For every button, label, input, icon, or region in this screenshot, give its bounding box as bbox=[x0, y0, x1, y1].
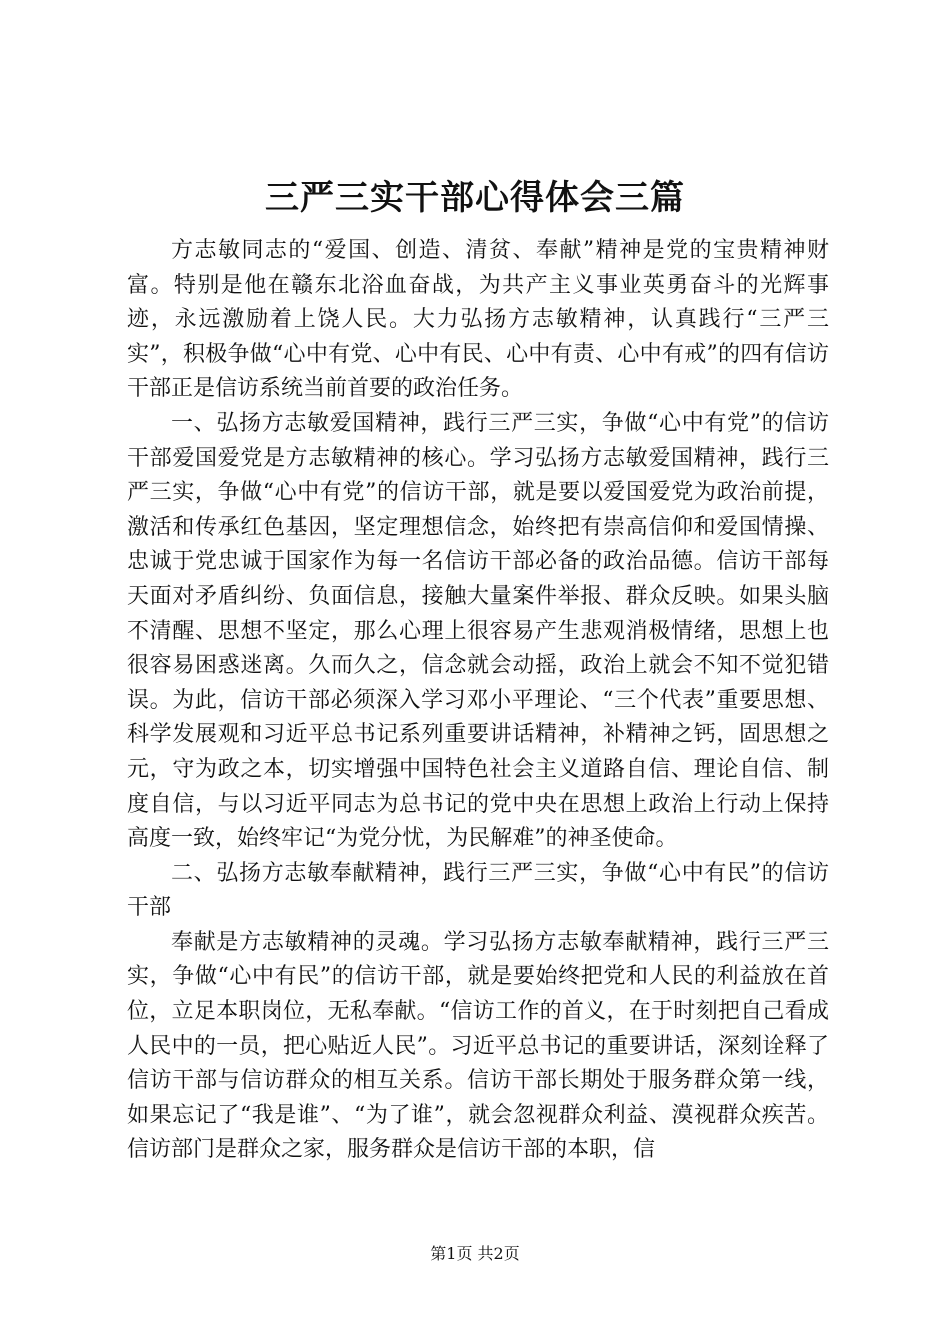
paragraph-section-two-body: 奉献是方志敏精神的灵魂。学习弘扬方志敏奉献精神，践行三严三实，争做“心中有民”的信访干部，就是要始终把党和人民的利益放在首位，立足本职岗位，无私奉献。“信访工作的首义，在于时刻把自己看成人民中的一员，把心贴近人民”。习近平总书记的重要讲话，深刻诠释了信访干部与信访群众的相互关系。信访干部长期处于服务群众第一线，如果忘记了“我是谁”、“为了谁”，就会忽视群众利益、漠视群众疾苦。信访部门是群众之家，服务群众是信访干部的本职，信 bbox=[127, 929, 829, 1163]
paragraph-intro: 方志敏同志的“爱国、创造、清贫、奉献”精神是党的宝贵精神财富。特别是他在赣东北浴血奋战，为共产主义事业英勇奋斗的光辉事迹，永远激励着上饶人民。大力弘扬方志敏精神，认真践行“三严三实”，积极争做“心中有党、心中有民、心中有责、心中有戒”的四有信访干部正是信访系统当前首要的政治任务。 bbox=[127, 238, 829, 402]
page-number-footer: 第1页 共2页 bbox=[430, 1244, 520, 1263]
paragraph-section-one: 一、弘扬方志敏爱国精神，践行三严三实，争做“心中有党”的信访干部爱国爱党是方志敏精神的核心。学习弘扬方志敏爱国精神，践行三严三实，争做“心中有党”的信访干部，就是要以爱国爱党为政治前提，激活和传承红色基因，坚定理想信念，始终把有崇高信仰和爱国情操、忠诚于党忠诚于国家作为每一名信访干部必备的政治品德。信访干部每天面对矛盾纠纷、负面信息，接触大量案件举报、群众反映。如果头脑不清醒、思想不坚定，那么心理上很容易产生悲观消极情绪，思想上也很容易困惑迷离。久而久之，信念就会动摇，政治上就会不知不觉犯错误。为此，信访干部必须深入学习邓小平理论、“三个代表”重要思想、科学发展观和习近平总书记系列重要讲话精神，补精神之钙，固思想之元，守为政之本，切实增强中国特色社会主义道路自信、理论自信、制度自信，与以习近平同志为总书记的党中央在思想上政治上行动上保持高度一致，始终牢记“为党分忧，为民解难”的神圣使命。 bbox=[127, 410, 829, 852]
document-body bbox=[127, 234, 829, 1168]
document-title: 三严三实干部心得体会三篇 bbox=[265, 178, 685, 218]
paragraph-section-two-heading: 二、弘扬方志敏奉献精神，践行三严三实，争做“心中有民”的信访干部 bbox=[127, 860, 829, 921]
